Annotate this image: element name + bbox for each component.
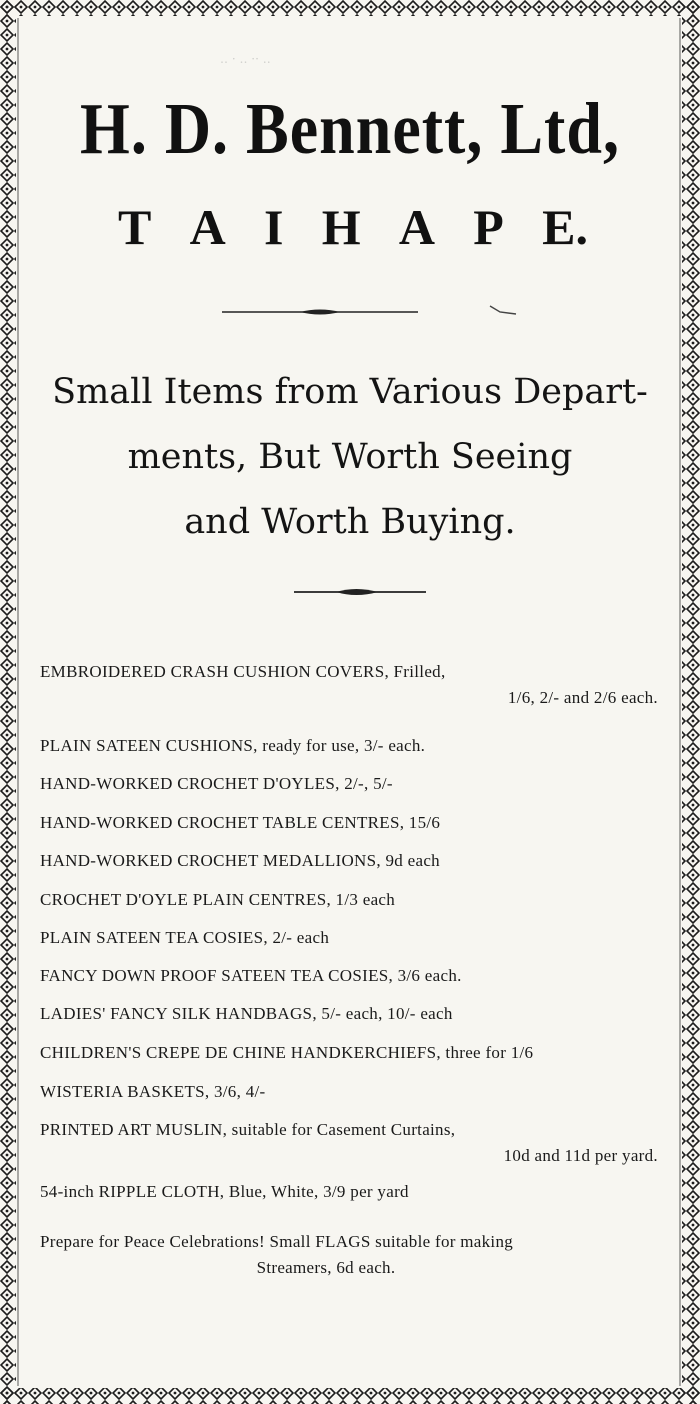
town-name <box>118 198 588 256</box>
item-text: CROCHET D'OYLE PLAIN CENTRES, 1/3 each <box>40 890 396 909</box>
list-item <box>40 1004 662 1024</box>
item-continuation: Streamers, 6d each. <box>256 1258 396 1277</box>
headline-line: and Worth Buying. <box>184 502 516 542</box>
item-price: 10d and 11d per yard. <box>503 1146 658 1165</box>
item-text: HAND-WORKED CROCHET TABLE CENTRES, 15/6 <box>40 813 441 832</box>
town-letter: A <box>398 199 436 255</box>
item-text: PLAIN SATEEN TEA COSIES, 2/- each <box>40 928 330 947</box>
list-item <box>40 1082 662 1102</box>
item-text: WISTERIA BASKETS, 3/6, 4/- <box>40 1082 266 1101</box>
item-price: 1/6, 2/- and 2/6 each. <box>507 688 658 707</box>
show-through-text: ‥ · ‥ ·· ‥ <box>220 52 271 66</box>
town-letter: T <box>118 199 152 255</box>
list-item <box>40 736 662 756</box>
town-letter: E. <box>542 199 588 255</box>
item-text: PRINTED ART MUSLIN, suitable for Casement Curtains, <box>40 1120 456 1139</box>
item-text: PLAIN SATEEN CUSHIONS, ready for use, 3/- each. <box>40 736 426 755</box>
item-text: FANCY DOWN PROOF SATEEN TEA COSIES, 3/6 each. <box>40 966 462 985</box>
firm-name: H. D. Bennett, Ltd, <box>80 87 620 170</box>
headline-line: Small Items from Various Depart- <box>52 372 648 412</box>
list-item <box>40 966 662 986</box>
list-item <box>40 851 662 871</box>
item-text: EMBROIDERED CRASH CUSHION COVERS, Frilled, <box>40 662 446 681</box>
list-item <box>40 774 662 794</box>
headline-line: ments, But Worth Seeing <box>127 437 573 477</box>
headline <box>30 360 670 555</box>
decorative-rule <box>0 302 700 322</box>
list-item <box>40 1120 662 1166</box>
item-text: 54-inch RIPPLE CLOTH, Blue, White, 3/9 per yard <box>40 1182 409 1201</box>
town-letter: P <box>473 199 504 255</box>
item-text: LADIES' FANCY SILK HANDBAGS, 5/- each, 10/- each <box>40 1004 453 1023</box>
item-text: Prepare for Peace Celebrations! Small FLAGS suitable for making <box>40 1232 514 1251</box>
list-item <box>40 1232 662 1278</box>
list-item <box>40 1182 662 1202</box>
list-item <box>40 813 662 833</box>
town-letter: H <box>321 199 361 255</box>
town-letter: I <box>264 199 284 255</box>
town-letter: A <box>189 199 226 255</box>
list-item <box>40 662 662 708</box>
item-text: HAND-WORKED CROCHET D'OYLES, 2/-, 5/- <box>40 774 393 793</box>
decorative-rule <box>0 582 700 602</box>
item-text: HAND-WORKED CROCHET MEDALLIONS, 9d each <box>40 851 440 870</box>
list-item <box>40 1043 662 1063</box>
list-item <box>40 928 662 948</box>
item-text: CHILDREN'S CREPE DE CHINE HANDKERCHIEFS, three for 1/6 <box>40 1043 534 1062</box>
list-item <box>40 890 662 910</box>
